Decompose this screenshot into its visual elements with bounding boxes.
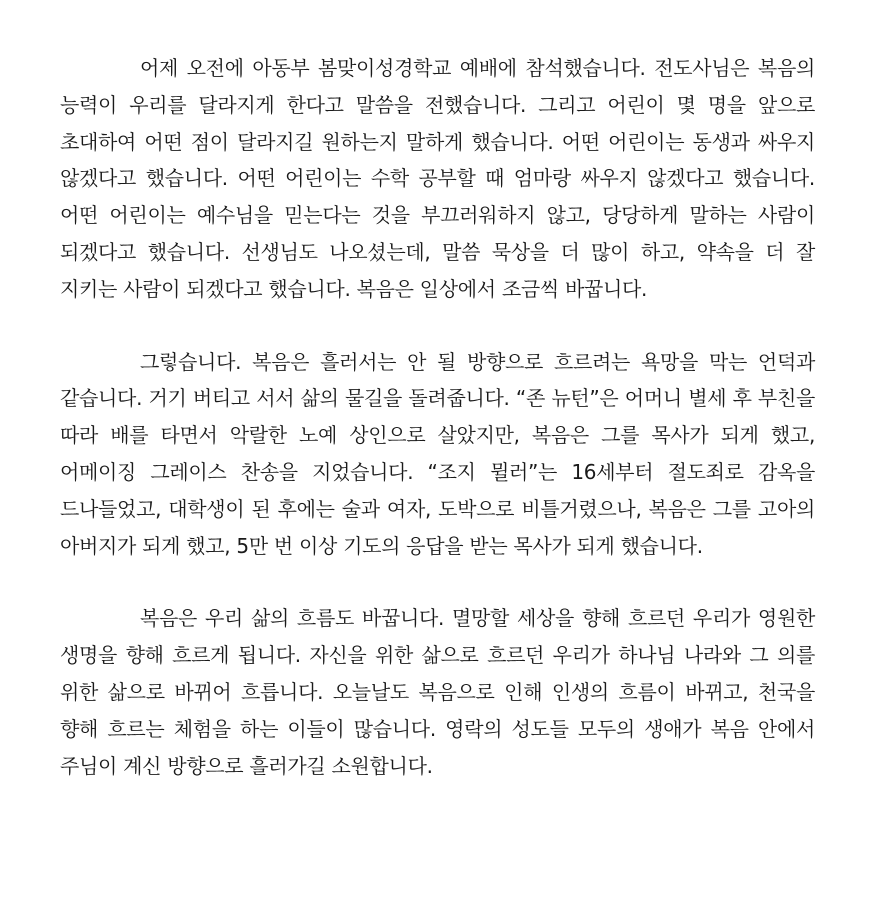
paragraph-2: 그렇습니다. 복음은 흘러서는 안 될 방향으로 흐르려는 욕망을 막는 언덕과 같습니다. 거기 버티고 서서 삶의 물길을 돌려줍니다. “존 뉴턴”은 어머니 별세 후 부친을 따라 배를 타면서 악랄한 노예 상인으로 살았지만, 복음은 그를 목사가 되게 했고, 어메이징 그레이스 찬송을 지었습니다. “조지 뮐러”는 16세부터 절도죄로 감옥을 드나들었고, 대학생이 된 후에는 술과 여자, 도박으로 비틀거렸으나, 복음은 그를 고아의 아버지가 되게 했고, 5만 번 이상 기도의 응답을 받는 목사가 되게 했습니다. [60,349,815,558]
paragraph-1: 어제 오전에 아동부 봄맞이성경학교 예배에 참석했습니다. 전도사님은 복음의 능력이 우리를 달라지게 한다고 말씀을 전했습니다. 그리고 어린이 몇 명을 앞으로 초대하여 어떤 점이 달라지길 원하는지 말하게 했습니다. 어떤 어린이는 동생과 싸우지 않겠다고 했습니다. 어떤 어린이는 수학 공부할 때 엄마랑 싸우지 않겠다고 했습니다. 어떤 어린이는 예수님을 믿는다는 것을 부끄러워하지 않고, 당당하게 말하는 사람이 되겠다고 했습니다. 선생님도 나오셨는데, 말씀 묵상을 더 많이 하고, 약속을 더 잘 지키는 사람이 되겠다고 했습니다. 복음은 일상에서 조금씩 바꿉니다. [60,56,815,301]
paragraph-3: 복음은 우리 삶의 흐름도 바꿉니다. 멸망할 세상을 향해 흐르던 우리가 영원한 생명을 향해 흐르게 됩니다. 자신을 위한 삶으로 흐르던 우리가 하나님 나라와 그 의를 위한 삶으로 바뀌어 흐릅니다. 오늘날도 복음으로 인해 인생의 흐름이 바뀌고, 천국을 향해 흐르는 체험을 하는 이들이 많습니다. 영락의 성도들 모두의 생애가 복음 안에서 주님이 계신 방향으로 흘러가길 소원합니다. [60,606,815,778]
document-body [60,50,815,784]
